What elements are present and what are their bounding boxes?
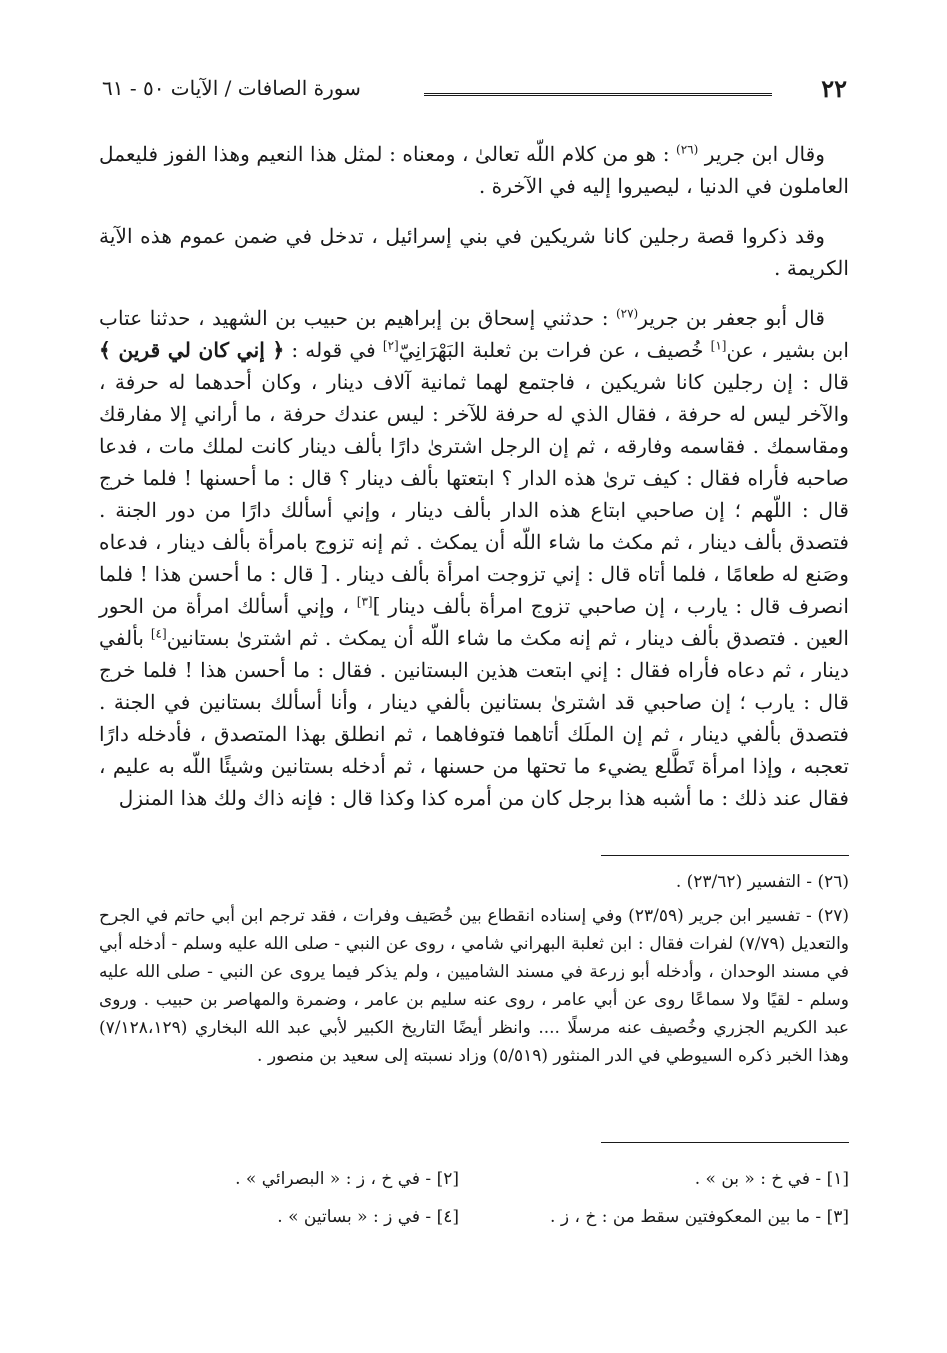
paragraph-3-story-end: بألفي دينار ، ثم دعاه فأراه فقال : إني ابتعت هذين البستانين . فقال : ما أحسن هذا ! فلما خرج قال : يارب ؛ إن صاحبي قد اشترىٰ بستانين بألفي دينار ، وأنا أسألك بستانين في الجنة . فتصدق بألفي دينار ، ثم إن الملَك أتاهما فتوفاهما ، ثم انطلق بهذا المتصدق ، فأدخله دارًا تعجبه ، وإذا امرأة تَطَّلع يضيء ما تحتها من حسنها ، ثم أدخله بستانين وشيئًا اللّه به عليم ، فقال عند ذلك : ما أشبه هذا برجل كان من أمره كذا وكذا قال : فإنه ذاك ولك هذا المنزل: [99, 626, 849, 810]
footnote-ref-26: (٢٦): [676, 142, 699, 157]
variant-4: [٤] - في ز : « بساتين » .: [277, 1207, 459, 1227]
paragraph-2: وقد ذكروا قصة رجلين كانا شريكين في بني إسرائيل ، تدخل في ضمن عموم هذه الآية الكريمة .: [99, 224, 849, 280]
paragraph-3-isnad-cont: خُصيف ، عن فرات بن ثعلبة البَهْرَانِيّ: [398, 338, 711, 362]
paragraph-3-story: قال : إن رجلين كانا شريكين ، فاجتمع لهما ثمانية آلاف دينار ، وكان أحدهما له حرفة ، والآخر ليس له حرفة ، فقال الذي له حرفة للآخر : ليس عندك حرفة ، ما أراني إلا مفارقك ومقاسمك . فقاسمه وفارقه ، ثم إن الرجل اشترىٰ دارًا بألف دينار كانت لملك مات ، فدعا صاحبه فأراه فقال : كيف ترىٰ هذه الدار ؟ ابتعتها بألف دينار ؟ قال : ما أحسنها ! فلما خرج قال : اللّهم ؛ إن صاحبي ابتاع هذه الدار بألف دينار ، وإني أسألك دارًا من دور الجنة . فتصدق بألف دينار ، ثم مكث ما شاء اللّه أن يمكث . ثم إنه تزوج بامرأة بألف دينار ، فدعاه وصَنع له طعامًا ، فلما أتاه قال : إني تزوجت امرأة بألف دينار . [ قال : ما أحسن هذا ! فلما انصرف قال : يارب ، إن صاحبي تزوج امرأة بألف دينار ]: [99, 370, 849, 618]
variants-separator: [601, 1142, 849, 1143]
variant-ref-1: [١]: [710, 338, 727, 353]
paragraph-1-text: : هو من كلام اللّه تعالىٰ ، ومعناه : لمثل هذا النعيم وهذا الفوز فليعمل العاملون في الدنيا ، ليصيروا إليه في الآخرة .: [99, 142, 849, 198]
paragraph-1: [99, 138, 849, 202]
variant-ref-4: [٤]: [150, 626, 167, 641]
variant-1: [١] - في خ : « بن » .: [694, 1169, 849, 1189]
variant-ref-3: [٣]: [356, 594, 373, 609]
running-title: سورة الصافات / الآيات ٥٠ - ٦١: [102, 76, 361, 100]
paragraph-3-story-cont: ، وإني أسألك امرأة من الحور العين . فتصدق بألف دينار ، ثم إنه مكث ما شاء اللّه أن يمكث . ثم اشترىٰ بستانين: [99, 594, 849, 650]
quran-verse: ﴿ إني كان لي قرين ﴾: [99, 338, 285, 362]
variant-ref-2: [٢]: [382, 338, 399, 353]
footnote-27: (٢٧) - تفسير ابن جرير (٢٣/٥٩) وفي إسناده انقطاع بين خُصَيف وفرات ، فقد ترجم ابن أبي حاتم في الجرح والتعديل (٧/٧٩) لفرات فقال : ابن ثعلبة البهراني شامي ، روى عن النبي - صلى الله عليه وسلم - أدخله أبي في مسند الوحدان ، وأدخله أبو زرعة في مسند الشاميين ، ولم يذكر فيما يروى عن النبي - صلى الله عليه وسلم - لقيًا ولا سماعًا روى عن أبي عامر ، روى عنه سليم بن عامر ، وضمرة والمهاصر بن حبيب . وروى عبد الكريم الجزري وخُصيف عنه مرسلًا .... وانظر أيضًا التاريخ الكبير لأبي عبد الله البخاري (٧/١٢٨،١٢٩) وهذا الخبر ذكره السيوطي في الدر المنثور (٥/٥١٩) وزاد نسبته إلى سعيد بن منصور .: [99, 906, 849, 1066]
header-rule: [424, 93, 772, 96]
manuscript-variants: [99, 1160, 849, 1236]
paragraph-3-isnad: : حدثني إسحاق بن إبراهيم بن حبيب بن الشهيد ، حدثنا عتاب ابن بشير ، عن: [99, 306, 850, 362]
paragraph-3-quote-intro: في قوله :: [284, 338, 383, 362]
footnotes: [99, 868, 849, 1076]
footnote-26: (٢٦) - التفسير (٢٣/٦٢) .: [675, 872, 849, 892]
variants-row-2: [99, 1198, 849, 1236]
paragraph-3-intro: قال أبو جعفر بن جرير: [638, 306, 825, 330]
paragraph-1-intro: وقال ابن جرير: [704, 142, 825, 166]
page-header: [102, 74, 847, 110]
variant-2: [٢] - في خ ، ز : « البصرائي » .: [235, 1169, 459, 1189]
main-text: [99, 138, 849, 832]
variants-row-1: [99, 1160, 849, 1198]
paragraph-3: [99, 302, 849, 814]
footnote-separator: [601, 855, 849, 856]
footnote-ref-27: (٢٧): [615, 306, 639, 321]
variant-3: [٣] - ما بين المعكوفتين سقط من : خ ، ز .: [550, 1207, 849, 1227]
page-number: ٢٢: [821, 74, 847, 103]
